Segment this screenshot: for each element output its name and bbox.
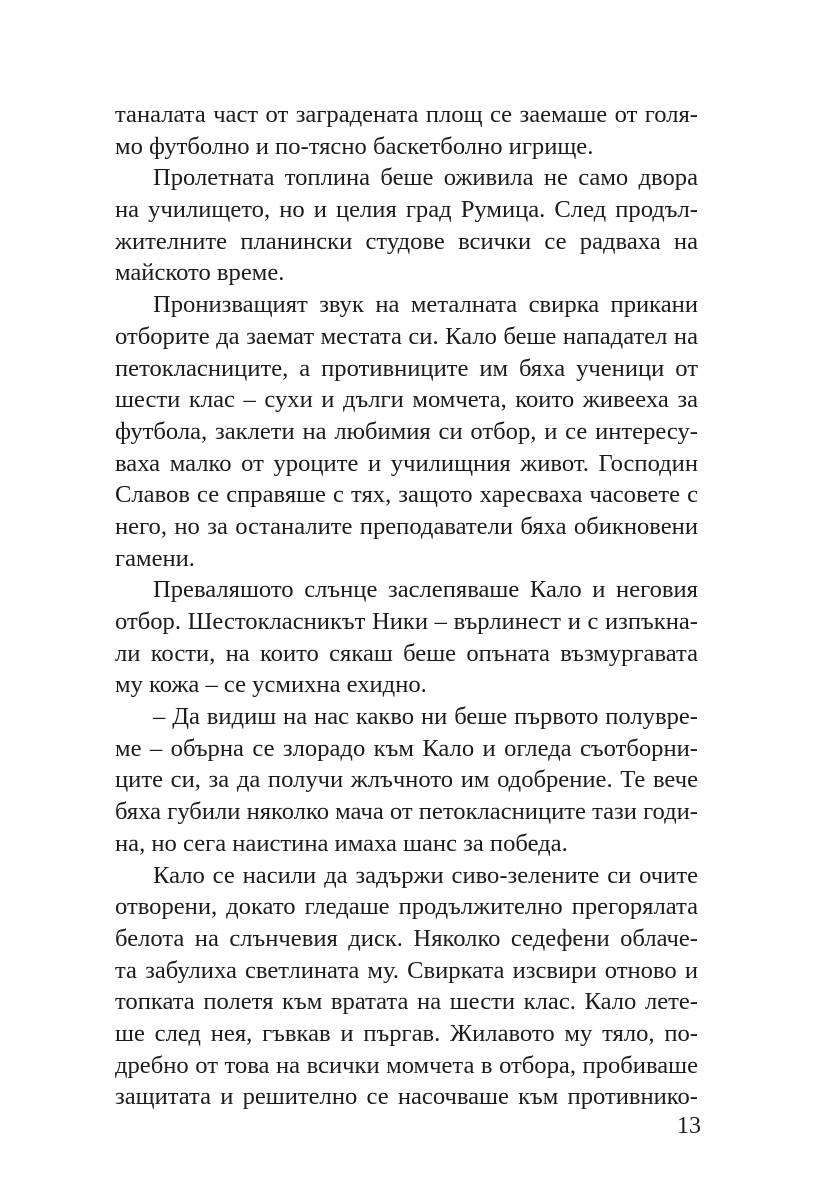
paragraph xyxy=(115,701,698,859)
text-line: Пронизващият звук на металната свирка прикани xyxy=(153,291,698,319)
text-line: на, но сега наистина имаха шанс за победа. xyxy=(115,829,568,857)
text-line: отбор. Шестокласникът Ники – върлинест и с изпъкна- xyxy=(115,608,698,635)
text-line: защитата и решително се насочваше към противнико- xyxy=(115,1083,698,1111)
text-line: на училището, но и целия град Румица. След продъл- xyxy=(115,196,698,224)
text-line: Преваляшото слънце заслепяваше Кало и неговия xyxy=(153,576,698,604)
text-line: ците си, за да получи жлъчното им одобрение. Те вече xyxy=(115,766,698,794)
text-line: – Да видиш на нас какво ни беше първото полувре- xyxy=(153,703,698,731)
text-line: Кало се насили да задържи сиво-зелените си очите xyxy=(153,861,698,889)
text-line: ли кости, на които сякаш беше опъната възмургавата xyxy=(115,639,698,667)
text-line: ше след нея, гъвкав и пъргав. Жилавото му тяло, по- xyxy=(115,1019,698,1047)
text-line: дребно от това на всички момчета в отбора, пробиваше xyxy=(115,1051,698,1079)
paragraph xyxy=(115,162,698,289)
text-line: гамени. xyxy=(115,544,195,572)
text-line: петокласниците, а противниците им бяха ученици от xyxy=(115,354,698,382)
text-line: белота на слънчевия диск. Няколко седефени облаче- xyxy=(115,924,698,952)
paragraph xyxy=(115,860,698,1114)
text-line: та забулиха светлината му. Свирката изсвири отново и xyxy=(115,956,698,984)
text-line: му кожа – се усмихна ехидно. xyxy=(115,671,427,699)
text-line: ваха малко от уроците и училищния живот. Господин xyxy=(115,449,698,477)
text-line: майското време. xyxy=(115,259,285,287)
paragraph xyxy=(115,289,698,574)
text-line: Пролетната топлина беше оживила не само двора xyxy=(153,164,698,192)
text-line: таналата част от заградената площ се заемаше от голя- xyxy=(115,101,698,128)
text-line: футбола, заклети на любимия си отбор, и се интересу- xyxy=(115,417,698,445)
text-line: шести клас – сухи и дълги момчета, които живееха за xyxy=(115,386,698,414)
text-line: отборите да заемат местата си. Кало беше нападател на xyxy=(115,322,698,350)
body-text xyxy=(115,99,698,1113)
text-line: отворени, докато гледаше продължително прегорялата xyxy=(115,893,698,921)
text-line: топката полетя към вратата на шести клас. Кало лете- xyxy=(115,988,698,1016)
paragraph xyxy=(115,99,698,162)
text-line: него, но за останалите преподаватели бяха обикновени xyxy=(115,512,698,540)
text-line: ме – обърна се злорадо към Кало и огледа съотборни- xyxy=(115,734,698,762)
text-line: бяха губили няколко мача от петокласниците тази годи- xyxy=(115,798,698,826)
text-line: мо футболно и по-тясно баскетболно игрище. xyxy=(115,132,594,160)
page-number: 13 xyxy=(677,1113,701,1139)
text-line: Славов се справяше с тях, защото харесваха часовете с xyxy=(115,481,698,509)
text-line: жителните планински студове всички се радваха на xyxy=(115,227,698,255)
paragraph xyxy=(115,574,698,701)
